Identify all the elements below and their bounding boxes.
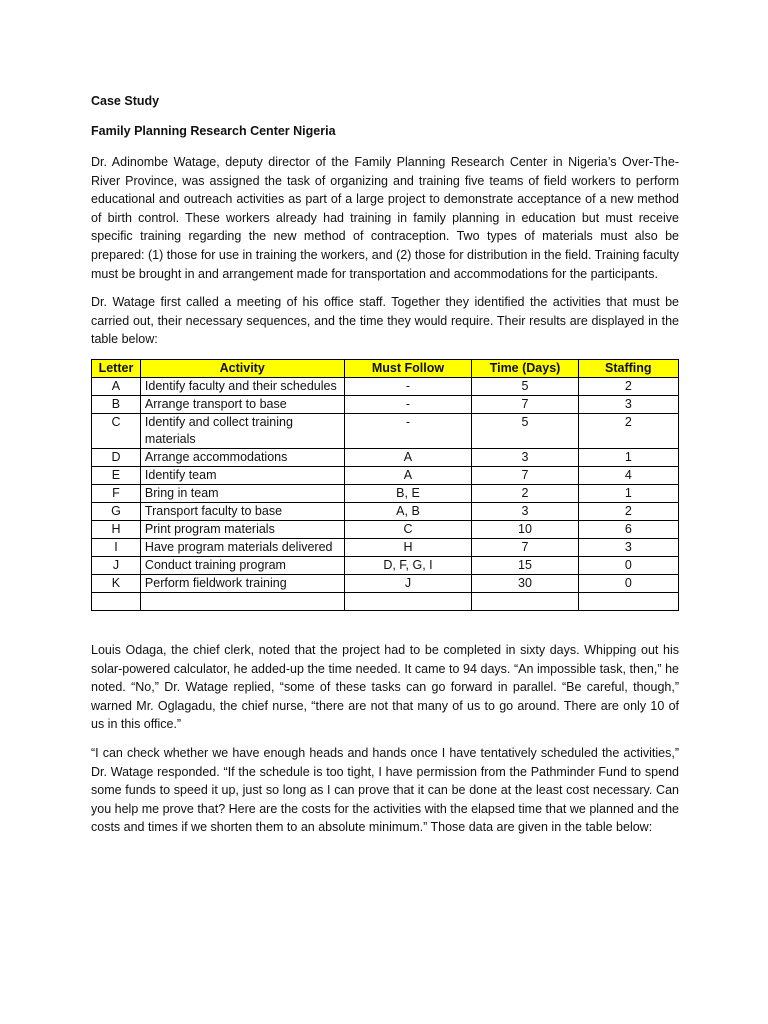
empty-cell bbox=[344, 592, 472, 610]
header-activity: Activity bbox=[140, 359, 344, 377]
cell-letter: G bbox=[92, 502, 141, 520]
table-row bbox=[92, 484, 679, 502]
document-title: Family Planning Research Center Nigeria bbox=[91, 124, 336, 138]
cell-must-follow: A bbox=[344, 466, 472, 484]
cell-staffing: 0 bbox=[578, 556, 678, 574]
watage-response-paragraph: “I can check whether we have enough heads and hands once I have tentatively scheduled the activities,” Dr. Watage responded. “If the schedule is too tight, I have permission from the Pathminder Fund to spend some funds to speed it up, just so long as I can prove that it can be done at the least cost necessary. Can you help me prove that? Here are the costs for the activities with the elapsed time that we planned and the costs and times if we shorten them to an absolute minimum.” Those data are given in the table below: bbox=[91, 745, 679, 835]
case-study-heading: Case Study bbox=[91, 94, 160, 108]
cell-time: 7 bbox=[472, 395, 578, 413]
table-row bbox=[92, 574, 679, 592]
odaga-paragraph: Louis Odaga, the chief clerk, noted that the project had to be completed in sixty days. Whipping out his solar-powered calculator, he added-up the time needed. It came to 94 days. “An impossible task, then,” he noted. “No,” Dr. Watage replied, “some of these tasks can go forward in parallel. “Be careful, though,” warned Mr. Oglagadu, the chief nurse, “there are not that many of us to go around. There are only 10 of us in this office.” bbox=[91, 642, 679, 732]
cell-staffing: 1 bbox=[578, 448, 678, 466]
cell-must-follow: - bbox=[344, 413, 472, 448]
cell-staffing: 0 bbox=[578, 574, 678, 592]
cell-activity: Transport faculty to base bbox=[140, 502, 344, 520]
table-row bbox=[92, 395, 679, 413]
table-row bbox=[92, 377, 679, 395]
empty-cell bbox=[472, 592, 578, 610]
cell-time: 7 bbox=[472, 466, 578, 484]
cell-must-follow: A bbox=[344, 448, 472, 466]
cell-letter: H bbox=[92, 520, 141, 538]
cell-time: 7 bbox=[472, 538, 578, 556]
cell-staffing: 2 bbox=[578, 413, 678, 448]
cell-time: 15 bbox=[472, 556, 578, 574]
cell-letter: D bbox=[92, 448, 141, 466]
cell-time: 3 bbox=[472, 448, 578, 466]
cell-time: 5 bbox=[472, 413, 578, 448]
meeting-paragraph: Dr. Watage first called a meeting of his office staff. Together they identified the activities that must be carried out, their necessary sequences, and the time they would require. Their results are displayed in the table below: bbox=[91, 295, 679, 347]
cell-must-follow: J bbox=[344, 574, 472, 592]
cell-must-follow: - bbox=[344, 377, 472, 395]
cell-activity: Have program materials delivered bbox=[140, 538, 344, 556]
cell-staffing: 2 bbox=[578, 377, 678, 395]
cell-activity: Print program materials bbox=[140, 520, 344, 538]
cell-time: 3 bbox=[472, 502, 578, 520]
cell-letter: I bbox=[92, 538, 141, 556]
cell-activity: Identify and collect training materials bbox=[140, 413, 344, 448]
table-row bbox=[92, 448, 679, 466]
cell-staffing: 4 bbox=[578, 466, 678, 484]
cell-staffing: 1 bbox=[578, 484, 678, 502]
cell-activity: Arrange accommodations bbox=[140, 448, 344, 466]
cell-letter: J bbox=[92, 556, 141, 574]
empty-cell bbox=[92, 592, 141, 610]
cell-time: 2 bbox=[472, 484, 578, 502]
cell-activity: Bring in team bbox=[140, 484, 344, 502]
header-must-follow: Must Follow bbox=[344, 359, 472, 377]
cell-letter: C bbox=[92, 413, 141, 448]
activities-table bbox=[91, 359, 679, 611]
cell-staffing: 3 bbox=[578, 538, 678, 556]
table-header-row bbox=[92, 359, 679, 377]
table-row bbox=[92, 538, 679, 556]
cell-letter: B bbox=[92, 395, 141, 413]
header-time: Time (Days) bbox=[472, 359, 578, 377]
intro-paragraph: Dr. Adinombe Watage, deputy director of the Family Planning Research Center in Nigeria’s Over-The-River Province, was assigned the task of organizing and training five teams of field workers to perform educational and outreach activities as part of a large project to demonstrate acceptance of a new method of birth control. These workers already had training in family planning in education but must receive specific training regarding the new method of contraception. Two types of materials must also be prepared: (1) those for use in training the workers, and (2) those for distribution in the field. Training faculty must be brought in and arrangement made for transportation and accommodations for the participants. bbox=[91, 155, 679, 281]
cell-activity: Perform fieldwork training bbox=[140, 574, 344, 592]
cell-activity: Identify team bbox=[140, 466, 344, 484]
cell-must-follow: B, E bbox=[344, 484, 472, 502]
cell-letter: A bbox=[92, 377, 141, 395]
cell-activity: Conduct training program bbox=[140, 556, 344, 574]
empty-cell bbox=[578, 592, 678, 610]
cell-letter: E bbox=[92, 466, 141, 484]
table-row bbox=[92, 520, 679, 538]
header-letter: Letter bbox=[92, 359, 141, 377]
cell-activity: Identify faculty and their schedules bbox=[140, 377, 344, 395]
table-row bbox=[92, 466, 679, 484]
cell-activity: Arrange transport to base bbox=[140, 395, 344, 413]
cell-must-follow: H bbox=[344, 538, 472, 556]
cell-letter: F bbox=[92, 484, 141, 502]
cell-must-follow: A, B bbox=[344, 502, 472, 520]
cell-must-follow: D, F, G, I bbox=[344, 556, 472, 574]
header-staffing: Staffing bbox=[578, 359, 678, 377]
cell-time: 10 bbox=[472, 520, 578, 538]
empty-cell bbox=[140, 592, 344, 610]
cell-staffing: 2 bbox=[578, 502, 678, 520]
cell-time: 30 bbox=[472, 574, 578, 592]
cell-staffing: 3 bbox=[578, 395, 678, 413]
cell-must-follow: - bbox=[344, 395, 472, 413]
empty-table-row bbox=[92, 592, 679, 610]
cell-staffing: 6 bbox=[578, 520, 678, 538]
cell-must-follow: C bbox=[344, 520, 472, 538]
table-row bbox=[92, 502, 679, 520]
table-row bbox=[92, 413, 679, 448]
cell-time: 5 bbox=[472, 377, 578, 395]
table-row bbox=[92, 556, 679, 574]
cell-letter: K bbox=[92, 574, 141, 592]
